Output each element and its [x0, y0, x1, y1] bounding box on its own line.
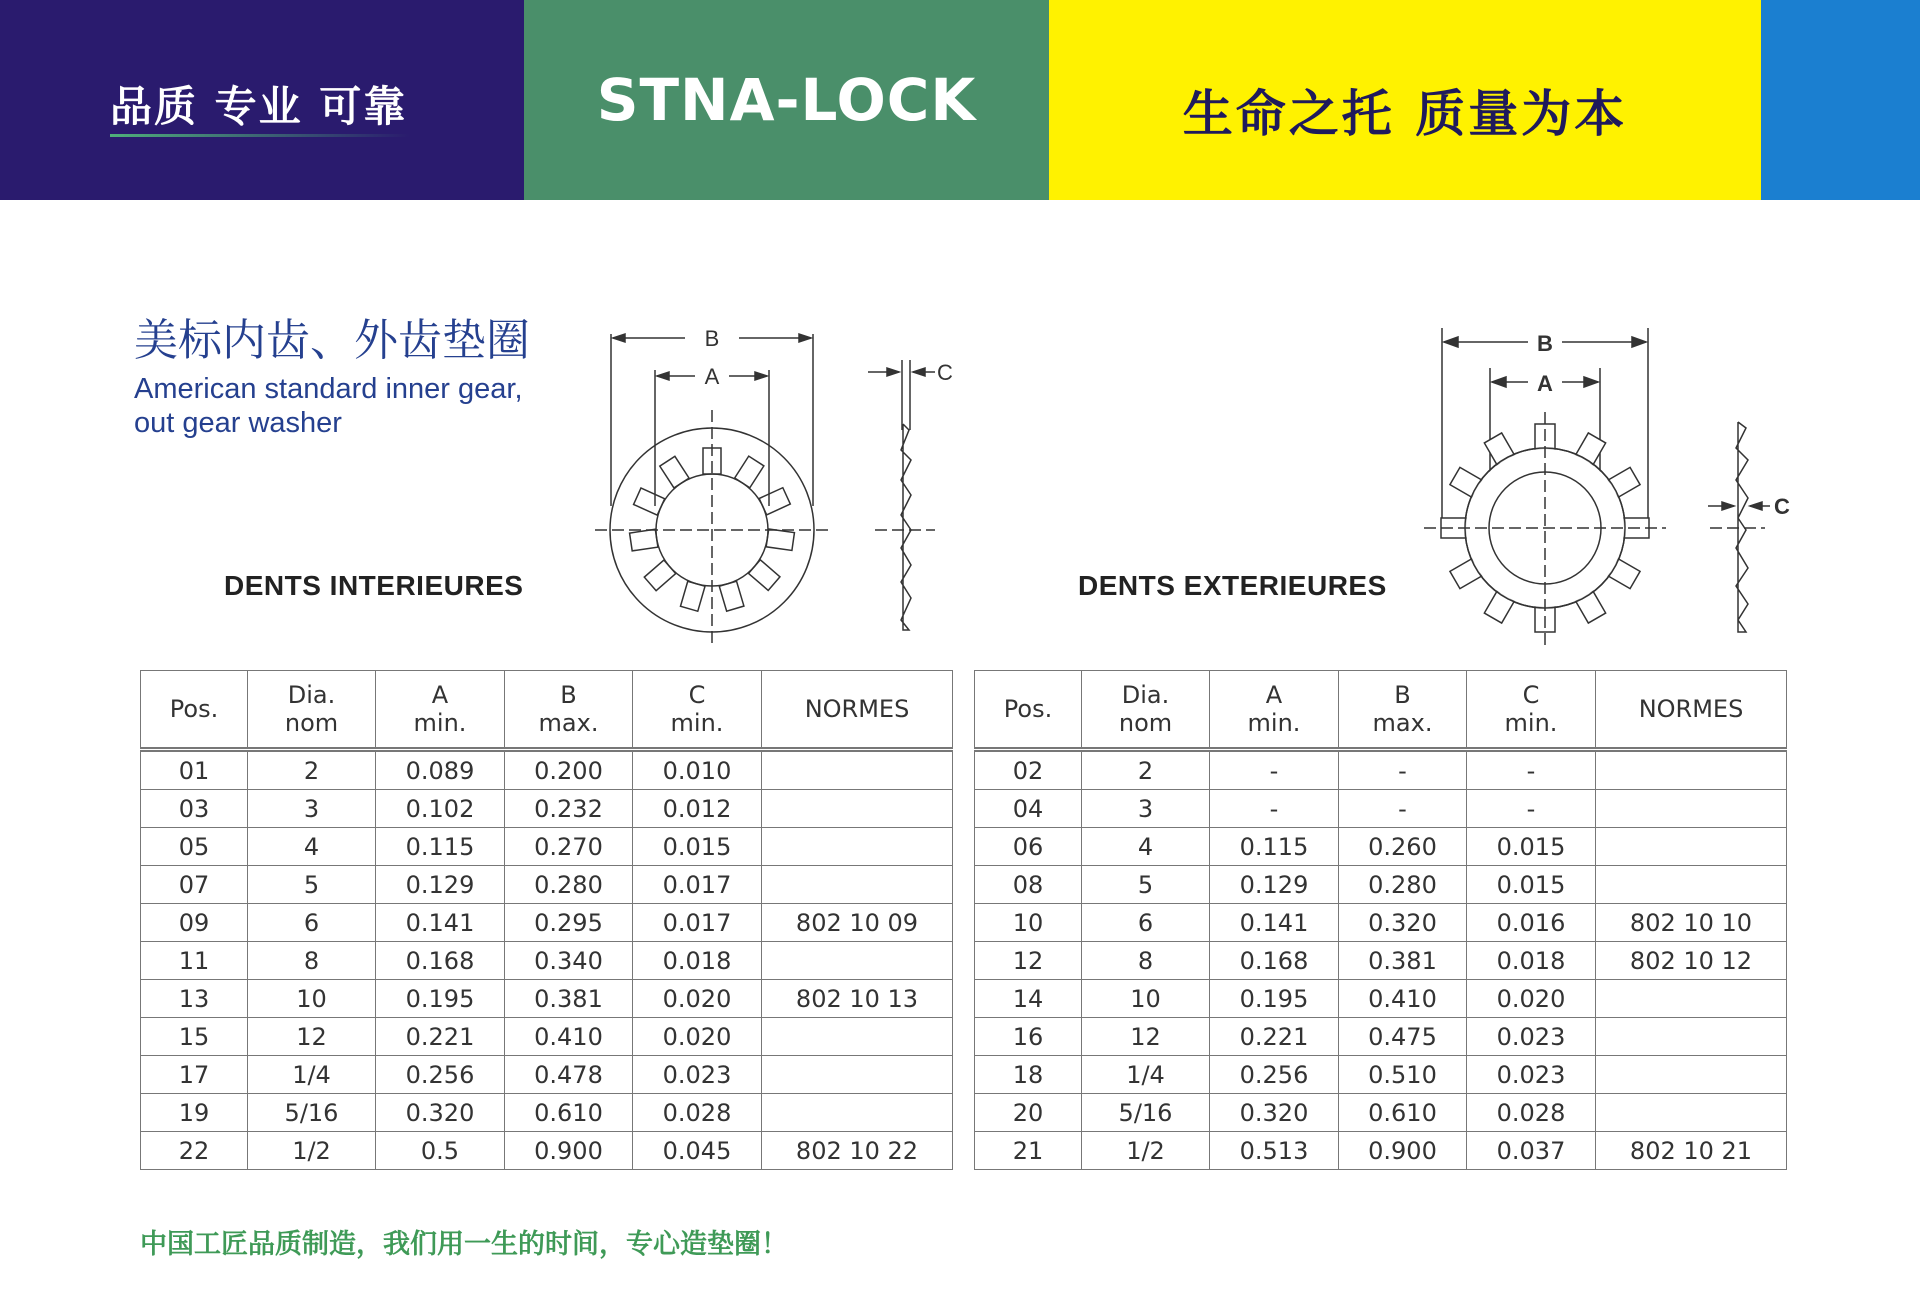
- exterior-washer-diagram: [1420, 320, 1820, 650]
- table-cell: 19: [141, 1094, 248, 1132]
- table-cell: -: [1339, 790, 1467, 828]
- table-cell: 0.320: [376, 1094, 505, 1132]
- column-header: [376, 671, 505, 750]
- table-cell: 10: [248, 980, 376, 1018]
- table-cell: 0.280: [1339, 866, 1467, 904]
- table-cell: 03: [141, 790, 248, 828]
- table-row: [141, 866, 953, 904]
- table-cell: 2: [1082, 750, 1210, 790]
- table-cell: 0.195: [1210, 980, 1339, 1018]
- column-header-line: min.: [670, 709, 724, 737]
- table-cell: 0.256: [1210, 1056, 1339, 1094]
- table-cell: 0.270: [505, 828, 633, 866]
- slogan-underline: [110, 134, 410, 137]
- table-row: [975, 942, 1787, 980]
- table-cell: 0.028: [1467, 1094, 1596, 1132]
- table-row: [141, 750, 953, 790]
- table-cell: [762, 750, 953, 790]
- table-cell: 5: [1082, 866, 1210, 904]
- column-header: [505, 671, 633, 750]
- table-cell: 0.010: [633, 750, 762, 790]
- table-cell: 0.200: [505, 750, 633, 790]
- table-cell: 0.020: [633, 980, 762, 1018]
- table-cell: 0.5: [376, 1132, 505, 1170]
- table-cell: 20: [975, 1094, 1082, 1132]
- table-cell: [1596, 1018, 1787, 1056]
- table-cell: 0.141: [1210, 904, 1339, 942]
- table-cell: [1596, 828, 1787, 866]
- table-cell: 05: [141, 828, 248, 866]
- label-interior: DENTS INTERIEURES: [224, 570, 524, 601]
- column-header: [1467, 671, 1596, 750]
- table-cell: -: [1467, 750, 1596, 790]
- column-header: [975, 671, 1082, 750]
- table-cell: 6: [248, 904, 376, 942]
- column-header: [1339, 671, 1467, 750]
- table-cell: 0.023: [1467, 1056, 1596, 1094]
- column-header-line: A: [431, 681, 449, 709]
- table-cell: 0.900: [505, 1132, 633, 1170]
- table-cell: 8: [1082, 942, 1210, 980]
- table-cell: 5/16: [1082, 1094, 1210, 1132]
- table-cell: 0.017: [633, 904, 762, 942]
- table-row: [141, 1132, 953, 1170]
- table-cell: 4: [248, 828, 376, 866]
- column-header-line: C: [688, 681, 706, 709]
- brand-logo: [524, 50, 1049, 150]
- interior-washer-diagram: [585, 320, 1005, 650]
- table-cell: 0.510: [1339, 1056, 1467, 1094]
- column-header: [1596, 671, 1787, 750]
- page-title-en: [134, 372, 523, 440]
- table-cell: 0.900: [1339, 1132, 1467, 1170]
- table-cell: 0.020: [633, 1018, 762, 1056]
- column-header-line: B: [560, 681, 577, 709]
- table-cell: [762, 1056, 953, 1094]
- table-cell: [1596, 1056, 1787, 1094]
- table-row: [141, 828, 953, 866]
- footer-slogan: 中国工匠品质制造，我们用一生的时间，专心造垫圈！: [140, 1229, 788, 1260]
- page-title-cn: 美标内齿、外齿垫圈: [134, 315, 530, 366]
- table-cell: -: [1467, 790, 1596, 828]
- table-cell: [1596, 790, 1787, 828]
- table-cell: 0.195: [376, 980, 505, 1018]
- table-cell: [1596, 866, 1787, 904]
- column-header-line: NORMES: [804, 695, 910, 723]
- interior-spec-table: [140, 670, 953, 1170]
- table-cell: 802 10 12: [1596, 942, 1787, 980]
- dim-b-label: B: [704, 326, 720, 351]
- table-cell: 10: [975, 904, 1082, 942]
- table-row: [975, 1056, 1787, 1094]
- column-header-line: A: [1265, 681, 1283, 709]
- table-cell: 01: [141, 750, 248, 790]
- dim-c-label: C: [937, 360, 953, 385]
- table-cell: 0.012: [633, 790, 762, 828]
- column-header: [1210, 671, 1339, 750]
- dim-a-label: A: [704, 364, 720, 389]
- table-cell: 18: [975, 1056, 1082, 1094]
- table-cell: 0.018: [633, 942, 762, 980]
- table-cell: 0.023: [1467, 1018, 1596, 1056]
- column-header-line: Pos.: [1003, 695, 1053, 723]
- table-cell: 0.232: [505, 790, 633, 828]
- table-cell: 0.129: [376, 866, 505, 904]
- table-cell: 0.028: [633, 1094, 762, 1132]
- table-cell: 1/2: [1082, 1132, 1210, 1170]
- table-row: [141, 904, 953, 942]
- table-cell: -: [1210, 790, 1339, 828]
- table-cell: [762, 790, 953, 828]
- table-cell: -: [1210, 750, 1339, 790]
- table-cell: 802 10 09: [762, 904, 953, 942]
- table-cell: 07: [141, 866, 248, 904]
- table-cell: 04: [975, 790, 1082, 828]
- table-cell: 08: [975, 866, 1082, 904]
- table-header-row: [975, 671, 1787, 750]
- table-cell: 0.410: [505, 1018, 633, 1056]
- table-cell: 3: [248, 790, 376, 828]
- table-cell: 0.610: [1339, 1094, 1467, 1132]
- column-header-line: NORMES: [1638, 695, 1744, 723]
- table-cell: 06: [975, 828, 1082, 866]
- table-cell: [762, 828, 953, 866]
- table-cell: 0.295: [505, 904, 633, 942]
- table-cell: 11: [141, 942, 248, 980]
- table-cell: 0.016: [1467, 904, 1596, 942]
- header-band-edge: [1761, 0, 1920, 200]
- table-cell: 5: [248, 866, 376, 904]
- table-cell: 0.320: [1210, 1094, 1339, 1132]
- page-title-en-line2: out gear washer: [134, 407, 342, 439]
- table-cell: 09: [141, 904, 248, 942]
- table-row: [975, 980, 1787, 1018]
- table-cell: 0.221: [1210, 1018, 1339, 1056]
- table-cell: 12: [1082, 1018, 1210, 1056]
- table-row: [141, 980, 953, 1018]
- table-cell: 6: [1082, 904, 1210, 942]
- table-row: [141, 1056, 953, 1094]
- column-header: [248, 671, 376, 750]
- table-cell: 12: [975, 942, 1082, 980]
- table-cell: 802 10 10: [1596, 904, 1787, 942]
- column-header-line: max.: [1372, 709, 1433, 737]
- column-header-line: Dia.: [287, 681, 336, 709]
- table-row: [141, 1018, 953, 1056]
- table-cell: 15: [141, 1018, 248, 1056]
- table-cell: 1/4: [1082, 1056, 1210, 1094]
- table-cell: 0.260: [1339, 828, 1467, 866]
- table-cell: 0.115: [1210, 828, 1339, 866]
- column-header: [141, 671, 248, 750]
- table-cell: 0.141: [376, 904, 505, 942]
- column-header-line: C: [1522, 681, 1540, 709]
- table-header-row: [141, 671, 953, 750]
- column-header-line: B: [1394, 681, 1411, 709]
- table-cell: 0.221: [376, 1018, 505, 1056]
- table-cell: 17: [141, 1056, 248, 1094]
- table-cell: [1596, 1094, 1787, 1132]
- table-row: [975, 1018, 1787, 1056]
- table-row: [141, 1094, 953, 1132]
- table-cell: 802 10 22: [762, 1132, 953, 1170]
- table-cell: [1596, 980, 1787, 1018]
- label-exterior: DENTS EXTERIEURES: [1078, 570, 1387, 601]
- column-header-line: min.: [1247, 709, 1301, 737]
- table-cell: 13: [141, 980, 248, 1018]
- column-header-line: Pos.: [169, 695, 219, 723]
- table-cell: 0.020: [1467, 980, 1596, 1018]
- table-row: [975, 904, 1787, 942]
- table-cell: 0.017: [633, 866, 762, 904]
- exterior-spec-table: [974, 670, 1787, 1170]
- table-cell: 3: [1082, 790, 1210, 828]
- table-cell: 0.089: [376, 750, 505, 790]
- table-cell: 12: [248, 1018, 376, 1056]
- column-header-line: nom: [1118, 709, 1173, 737]
- table-cell: [1596, 750, 1787, 790]
- table-cell: [762, 866, 953, 904]
- table-row: [975, 790, 1787, 828]
- table-cell: 2: [248, 750, 376, 790]
- table-cell: 0.129: [1210, 866, 1339, 904]
- table-cell: 0.478: [505, 1056, 633, 1094]
- table-cell: 0.610: [505, 1094, 633, 1132]
- table-cell: 0.475: [1339, 1018, 1467, 1056]
- column-header: [633, 671, 762, 750]
- table-cell: 802 10 21: [1596, 1132, 1787, 1170]
- table-cell: 22: [141, 1132, 248, 1170]
- table-cell: 10: [1082, 980, 1210, 1018]
- table-cell: 0.168: [1210, 942, 1339, 980]
- table-cell: -: [1339, 750, 1467, 790]
- table-cell: 802 10 13: [762, 980, 953, 1018]
- slogan-right: 生命之托 质量为本: [1182, 85, 1628, 143]
- table-cell: 0.256: [376, 1056, 505, 1094]
- table-cell: 1/4: [248, 1056, 376, 1094]
- table-cell: 0.015: [633, 828, 762, 866]
- table-row: [141, 790, 953, 828]
- table-cell: 8: [248, 942, 376, 980]
- table-row: [975, 750, 1787, 790]
- table-cell: [762, 1018, 953, 1056]
- table-cell: 0.115: [376, 828, 505, 866]
- table-cell: 0.037: [1467, 1132, 1596, 1170]
- dim-c-label: C: [1774, 494, 1790, 519]
- table-row: [975, 866, 1787, 904]
- column-header-line: Dia.: [1121, 681, 1170, 709]
- table-cell: 14: [975, 980, 1082, 1018]
- column-header-line: min.: [413, 709, 467, 737]
- slogan-left: 品质 专业 可靠: [110, 82, 408, 131]
- table-cell: 4: [1082, 828, 1210, 866]
- table-cell: 0.018: [1467, 942, 1596, 980]
- table-cell: 1/2: [248, 1132, 376, 1170]
- table-row: [975, 1132, 1787, 1170]
- column-header: [1082, 671, 1210, 750]
- table-cell: 0.410: [1339, 980, 1467, 1018]
- table-row: [141, 942, 953, 980]
- dim-b-label: B: [1537, 331, 1553, 356]
- table-cell: 0.168: [376, 942, 505, 980]
- dim-a-label: A: [1537, 371, 1553, 396]
- table-cell: [762, 942, 953, 980]
- table-cell: 0.102: [376, 790, 505, 828]
- column-header: [762, 671, 953, 750]
- table-cell: [762, 1094, 953, 1132]
- table-cell: 0.340: [505, 942, 633, 980]
- column-header-line: max.: [538, 709, 599, 737]
- table-row: [975, 1094, 1787, 1132]
- table-cell: 0.513: [1210, 1132, 1339, 1170]
- brand-text: STNA-LOCK: [596, 66, 977, 134]
- table-cell: 0.381: [1339, 942, 1467, 980]
- table-cell: 0.280: [505, 866, 633, 904]
- table-cell: 16: [975, 1018, 1082, 1056]
- table-cell: 0.045: [633, 1132, 762, 1170]
- table-cell: 0.015: [1467, 866, 1596, 904]
- column-header-line: min.: [1504, 709, 1558, 737]
- table-cell: 21: [975, 1132, 1082, 1170]
- table-row: [975, 828, 1787, 866]
- page-title-en-line1: American standard inner gear,: [134, 373, 523, 405]
- table-cell: 02: [975, 750, 1082, 790]
- table-cell: 0.320: [1339, 904, 1467, 942]
- table-cell: 5/16: [248, 1094, 376, 1132]
- table-cell: 0.015: [1467, 828, 1596, 866]
- column-header-line: nom: [284, 709, 339, 737]
- table-cell: 0.023: [633, 1056, 762, 1094]
- table-cell: 0.381: [505, 980, 633, 1018]
